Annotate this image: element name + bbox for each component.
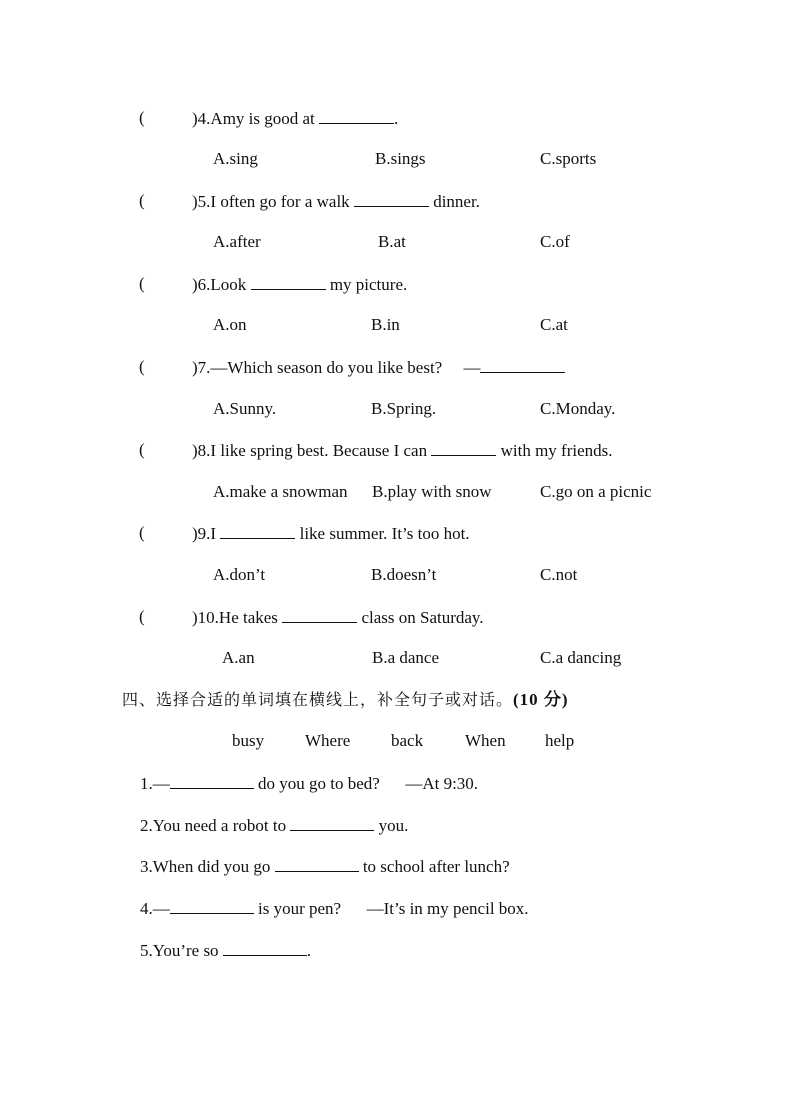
option: C.not bbox=[540, 565, 578, 584]
item-before: 3.When did you go bbox=[140, 857, 275, 876]
word-bank-item: When bbox=[465, 731, 506, 750]
answer-paren: ( bbox=[139, 523, 145, 542]
section-heading bbox=[122, 690, 569, 710]
answer-blank bbox=[220, 523, 295, 539]
word-bank-item: Where bbox=[305, 731, 351, 750]
option: A.don’t bbox=[213, 565, 266, 584]
answer-blank bbox=[170, 898, 254, 914]
question-text bbox=[192, 523, 470, 544]
question-number: )5. bbox=[192, 192, 211, 211]
item-after: is your pen? —It’s in my pencil box. bbox=[253, 899, 529, 918]
question-number: )4. bbox=[192, 109, 211, 128]
answer-paren: ( bbox=[139, 108, 145, 127]
option: C.go on a picnic bbox=[540, 482, 652, 501]
question-text bbox=[192, 191, 480, 212]
question-text bbox=[192, 357, 565, 378]
question-before: I like spring best. Because I can bbox=[210, 441, 432, 460]
option: A.Sunny. bbox=[213, 399, 277, 418]
option: A.on bbox=[213, 315, 247, 334]
item-after: . bbox=[306, 941, 312, 960]
answer-paren: ( bbox=[139, 607, 145, 626]
answer-paren: ( bbox=[139, 191, 145, 210]
answer-blank bbox=[223, 940, 307, 956]
item-after: do you go to bed? —At 9:30. bbox=[253, 774, 479, 793]
question-after: . bbox=[394, 109, 399, 128]
answer-paren: ( bbox=[139, 357, 145, 376]
answer-blank bbox=[251, 274, 326, 290]
answer-blank bbox=[480, 357, 565, 373]
word-bank-item: busy bbox=[232, 731, 265, 750]
option: B.at bbox=[378, 232, 406, 251]
fill-item bbox=[140, 940, 311, 961]
question-number: )6. bbox=[192, 275, 211, 294]
option: B.play with snow bbox=[372, 482, 492, 501]
option: A.sing bbox=[213, 149, 258, 168]
heading-score: (10 分) bbox=[513, 690, 569, 709]
question-number: )7. bbox=[192, 358, 211, 377]
question-after: like summer. It’s too hot. bbox=[295, 524, 470, 543]
question-text bbox=[192, 274, 407, 295]
word-bank-item: back bbox=[391, 731, 424, 750]
answer-blank bbox=[170, 773, 254, 789]
question-after: with my friends. bbox=[496, 441, 613, 460]
question-text bbox=[192, 440, 613, 461]
word-bank-item: help bbox=[545, 731, 575, 750]
answer-blank bbox=[319, 108, 394, 124]
question-after: my picture. bbox=[325, 275, 408, 294]
question-number: )10. bbox=[192, 608, 219, 627]
option: A.after bbox=[213, 232, 261, 251]
question-after: dinner. bbox=[428, 192, 480, 211]
fill-item bbox=[140, 815, 408, 836]
option: C.sports bbox=[540, 149, 597, 168]
question-before: Amy is good at bbox=[210, 109, 320, 128]
fill-item bbox=[140, 898, 529, 919]
question-before: He takes bbox=[218, 608, 283, 627]
item-after: you. bbox=[374, 816, 409, 835]
question-before: I bbox=[210, 524, 221, 543]
item-before: 4.— bbox=[140, 899, 170, 918]
option: B.in bbox=[371, 315, 400, 334]
question-text bbox=[192, 607, 484, 628]
question-after: class on Saturday. bbox=[357, 608, 484, 627]
option: C.of bbox=[540, 232, 570, 251]
answer-blank bbox=[290, 815, 374, 831]
answer-blank bbox=[431, 440, 496, 456]
answer-blank bbox=[275, 856, 359, 872]
heading-text: 四、选择合适的单词填在横线上，补全句子或对话。 bbox=[122, 690, 514, 709]
option: C.Monday. bbox=[540, 399, 616, 418]
option: B.Spring. bbox=[371, 399, 437, 418]
item-before: 5.You’re so bbox=[140, 941, 223, 960]
option: C.at bbox=[540, 315, 568, 334]
answer-blank bbox=[282, 607, 357, 623]
fill-item bbox=[140, 773, 478, 794]
answer-paren: ( bbox=[139, 274, 145, 293]
question-before: Look bbox=[210, 275, 251, 294]
option: B.a dance bbox=[372, 648, 440, 667]
item-before: 2.You need a robot to bbox=[140, 816, 291, 835]
question-number: )9. bbox=[192, 524, 211, 543]
item-before: 1.— bbox=[140, 774, 170, 793]
fill-item bbox=[140, 856, 510, 877]
answer-blank bbox=[354, 191, 429, 207]
question-number: )8. bbox=[192, 441, 211, 460]
question-before: I often go for a walk bbox=[210, 192, 354, 211]
option: C.a dancing bbox=[540, 648, 622, 667]
option: A.an bbox=[222, 648, 255, 667]
option: A.make a snowman bbox=[213, 482, 348, 501]
answer-paren: ( bbox=[139, 440, 145, 459]
option: B.sings bbox=[375, 149, 426, 168]
question-before: —Which season do you like best? — bbox=[210, 358, 481, 377]
item-after: to school after lunch? bbox=[358, 857, 510, 876]
option: B.doesn’t bbox=[371, 565, 437, 584]
question-text bbox=[192, 108, 398, 129]
